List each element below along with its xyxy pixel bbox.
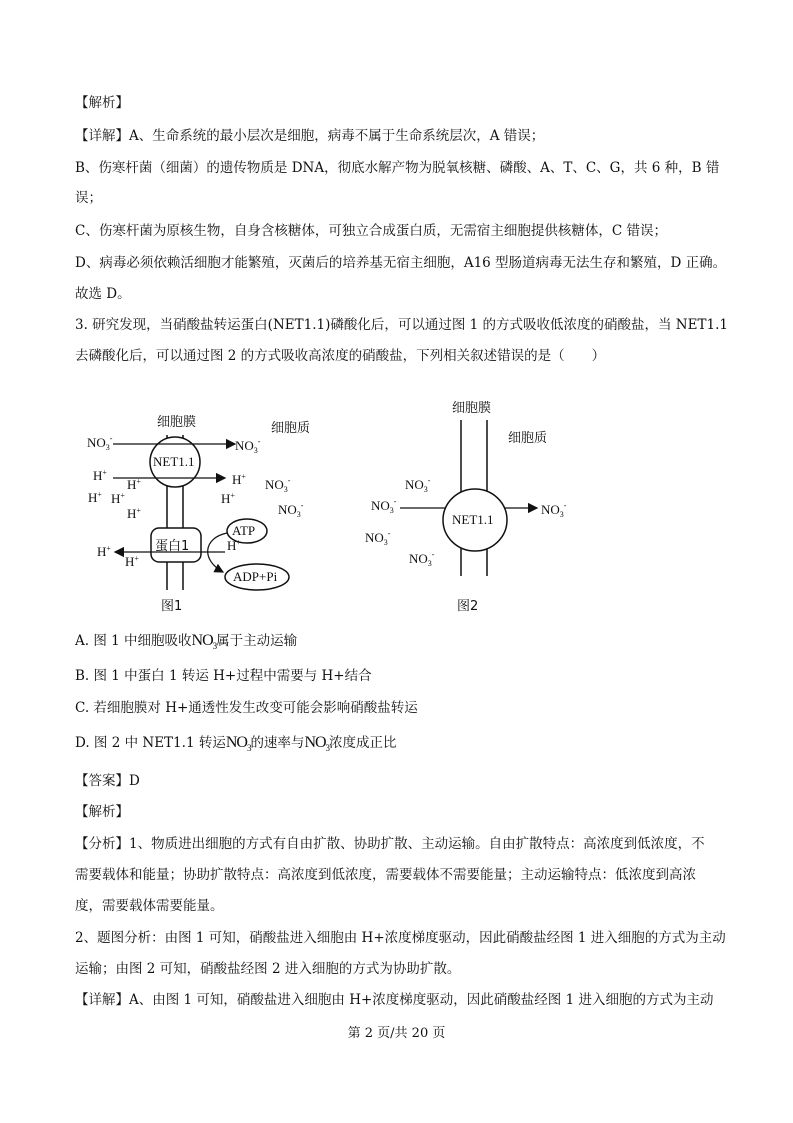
fig1-h-5: H+: [111, 491, 125, 506]
option-d: [75, 734, 397, 757]
fig2-nitrate-out: $NO_3^-$: [541, 501, 567, 519]
fig1-atp-label: ATP: [232, 523, 256, 538]
fig1-caption: 图1: [161, 599, 183, 614]
option-d-text-2: 的速率与: [250, 735, 305, 751]
figure-svg: [75, 390, 595, 620]
option-d-text-3: 浓度成正比: [329, 735, 397, 751]
analysis-label: 【解析】: [75, 804, 129, 820]
option-d-formula-2: $NO_3$: [304, 734, 330, 754]
fig2-nitrate-1: $NO_3^-$: [405, 476, 431, 494]
detail-line-b: B、伤寒杆菌（细菌）的遗传物质是 DNA，彻底水解产物为脱氧核糖、磷酸、A、T、C、G，共 6 种，B 错: [75, 160, 720, 176]
detail-line-d: D、病毒必须依赖活细胞才能繁殖，灭菌后的培养基无宿主细胞，A16 型肠道病毒无法生存和繁殖，D 正确。: [75, 255, 727, 271]
option-a-text-1: A. 图 1 中细胞吸收: [75, 633, 192, 649]
fig1-net11-label: NET1.1: [153, 454, 195, 469]
detail-line-b-cont: 误；: [75, 190, 102, 206]
fig1-membrane-label: 细胞膜: [157, 415, 197, 430]
option-d-text-1: D. 图 2 中 NET1.1 转运: [75, 735, 226, 751]
fig2-nitrate-2: $NO_3^-$: [371, 497, 397, 515]
fig1-nitrate-outside: $NO_3^-$: [87, 434, 113, 452]
fig2-caption: 图2: [457, 599, 479, 614]
analysis-p3: 度，需要载体需要能量。: [75, 898, 224, 914]
transport-figure: [75, 390, 595, 620]
analysis-p4: 2、题图分析：由图 1 可知，硝酸盐进入细胞由 H+浓度梯度驱动，因此硝酸盐经图 1 进入细胞的方式为主动: [75, 930, 726, 946]
analysis-p5: 运输；由图 2 可知，硝酸盐经图 2 进入细胞的方式为协助扩散。: [75, 961, 461, 977]
fig1-h-6: H+: [127, 506, 141, 521]
analysis-heading: 【解析】: [75, 95, 129, 111]
fig1-h-7: H+: [221, 491, 235, 506]
figure-1: [87, 415, 310, 614]
analysis-p1: 【分析】1、物质进出细胞的方式有自由扩散、协助扩散、主动运输。自由扩散特点：高浓度到低浓度，不: [75, 836, 705, 852]
fig1-nitrate-inside: $NO_3^-$: [235, 437, 261, 455]
question-line-2: 去磷酸化后，可以通过图 2 的方式吸收高浓度的硝酸盐，下列相关叙述错误的是（ ）: [75, 348, 606, 364]
fig2-membrane-label: 细胞膜: [452, 401, 492, 416]
question-line-1: 3. 研究发现，当硝酸盐转运蛋白(NET1.1)磷酸化后，可以通过图 1 的方式吸收低浓度的硝酸盐，当 NET1.1: [75, 317, 728, 333]
fig1-h-1: H+: [93, 468, 107, 483]
fig2-nitrate-4: $NO_3^-$: [409, 550, 435, 568]
fig1-cytoplasm-label: 细胞质: [271, 421, 311, 436]
fig1-nitrate-in-1: $NO_3^-$: [265, 476, 291, 494]
fig1-h-3: H+: [127, 477, 141, 492]
fig2-nitrate-3: $NO_3^-$: [365, 529, 391, 547]
answer-line: 【答案】D: [75, 773, 140, 789]
fig1-h-8: H+: [227, 538, 241, 553]
option-b: B. 图 1 中蛋白 1 转运 H+过程中需要与 H+结合: [75, 668, 372, 684]
fig2-net11-label: NET1.1: [452, 512, 494, 527]
fig1-adp-label: ADP+Pi: [233, 569, 278, 584]
figure-2: [365, 401, 567, 614]
fig1-h-10: H+: [125, 554, 139, 569]
option-a-text-2: 属于主动运输: [216, 633, 298, 649]
detail-line-c: C、伤寒杆菌为原核生物，自身含核糖体，可独立合成蛋白质，无需宿主细胞提供核糖体，C 错误；: [75, 223, 667, 239]
analysis-p2: 需要载体和能量；协助扩散特点：高浓度到低浓度，需要载体不需要能量；主动运输特点：低浓度到高浓: [75, 867, 696, 883]
page-footer: 第 2 页/共 20 页: [347, 1026, 446, 1041]
fig1-h-2: H+: [232, 472, 246, 487]
fig2-cytoplasm-label: 细胞质: [508, 431, 548, 446]
option-c: C. 若细胞膜对 H+通透性发生改变可能会影响硝酸盐转运: [75, 700, 418, 716]
fig1-nitrate-in-2: $NO_3^-$: [278, 501, 304, 519]
choice-line: 故选 D。: [75, 286, 131, 302]
fig1-h-9: H+: [97, 544, 111, 559]
fig1-protein1-label: 蛋白1: [155, 539, 190, 554]
analysis-p6: 【详解】A、由图 1 可知，硝酸盐进入细胞由 H+浓度梯度驱动，因此硝酸盐经图 1 进入细胞的方式为主动: [75, 992, 714, 1008]
option-a-formula: $NO_3$: [191, 632, 217, 652]
detail-line-a: 【详解】A、生命系统的最小层次是细胞，病毒不属于生命系统层次，A 错误；: [75, 128, 545, 144]
option-d-formula-1: $NO_3$: [225, 734, 251, 754]
option-a: [75, 632, 297, 655]
fig1-h-4: H+: [88, 490, 102, 505]
